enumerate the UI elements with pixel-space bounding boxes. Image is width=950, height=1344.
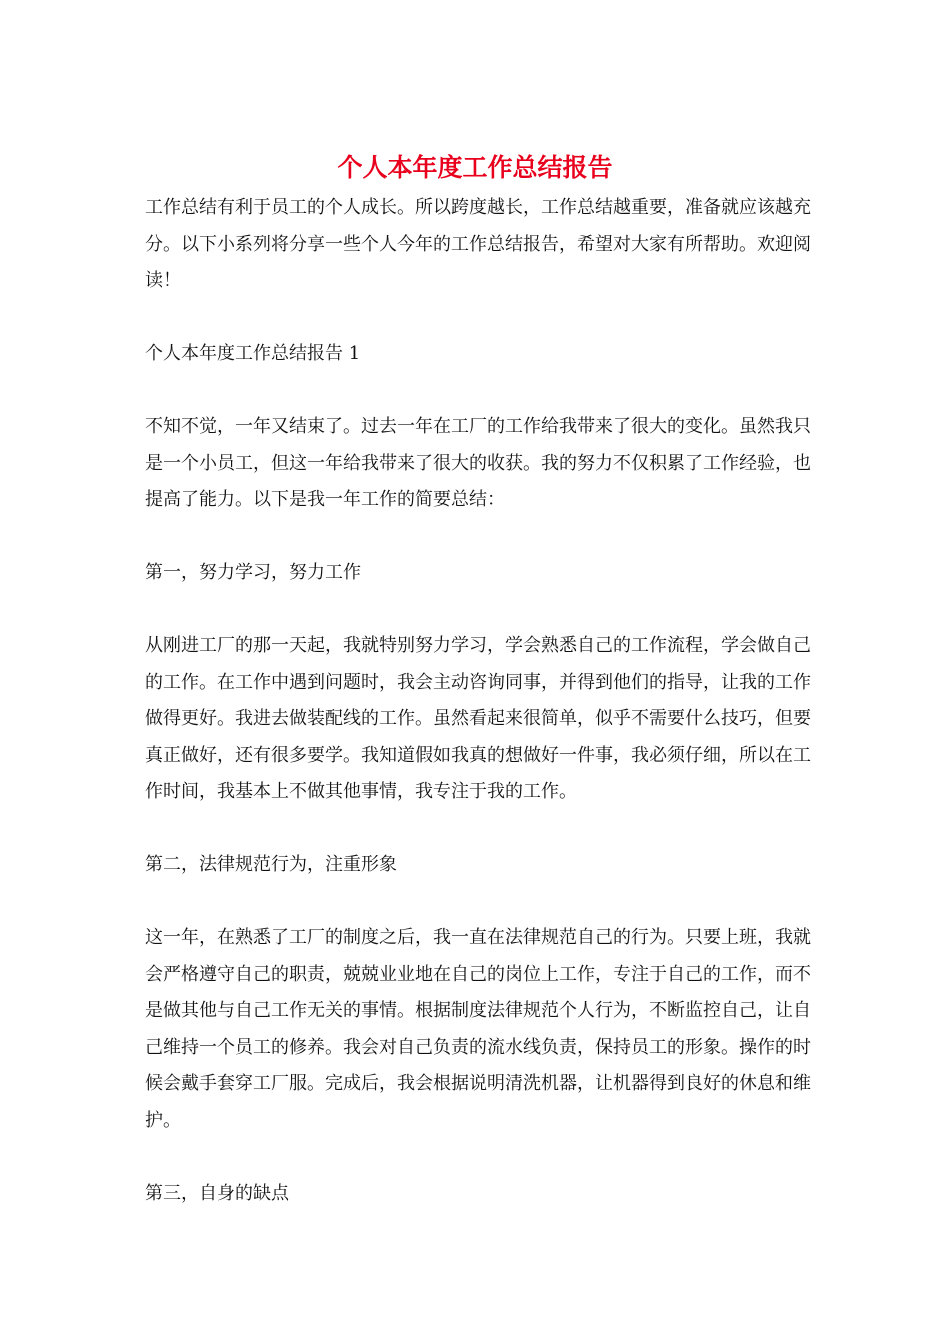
section-title: 个人本年度工作总结报告 1 <box>145 343 361 364</box>
heading-3: 第三，自身的缺点 <box>145 1182 289 1204</box>
intro-paragraph: 工作总结有利于员工的个人成长。所以跨度越长，工作总结越重要，准备就应该越充分。以下小系列将分享一些个人今年的工作总结报告，希望对大家有所帮助。欢迎阅读！ <box>145 197 811 291</box>
paragraph-2: 从刚进工厂的那一天起，我就特别努力学习，学会熟悉自己的工作流程，学会做自己的工作。在工作中遇到问题时，我会主动咨询同事，并得到他们的指导，让我的工作做得更好。我进去做装配线的工作。虽然看起来很简单，似乎不需要什么技巧，但要真正做好，还有很多要学。我知道假如我真的想做好一件事，我必须仔细，所以在工作时间，我基本上不做其他事情，我专注于我的工作。 <box>145 635 811 802</box>
document-title: 个人本年度工作总结报告 <box>337 153 613 182</box>
heading-1: 第一，努力学习，努力工作 <box>145 562 361 583</box>
heading-2: 第二，法律规范行为，注重形象 <box>145 854 397 875</box>
document-body <box>145 190 811 1249</box>
paragraph-1: 不知不觉，一年又结束了。过去一年在工厂的工作给我带来了很大的变化。虽然我只是一个小员工，但这一年给我带来了很大的收获。我的努力不仅积累了工作经验，也提高了能力。以下是我一年工作的简要总结： <box>145 416 811 510</box>
paragraph-3: 这一年，在熟悉了工厂的制度之后，我一直在法律规范自己的行为。只要上班，我就会严格遵守自己的职责，兢兢业业地在自己的岗位上工作，专注于自己的工作，而不是做其他与自己工作无关的事情。根据制度法律规范个人行为，不断监控自己，让自己维持一个员工的修养。我会对自己负责的流水线负责，保持员工的形象。操作的时候会戴手套穿工厂服。完成后，我会根据说明清洗机器，让机器得到良好的休息和维护。 <box>145 927 811 1131</box>
